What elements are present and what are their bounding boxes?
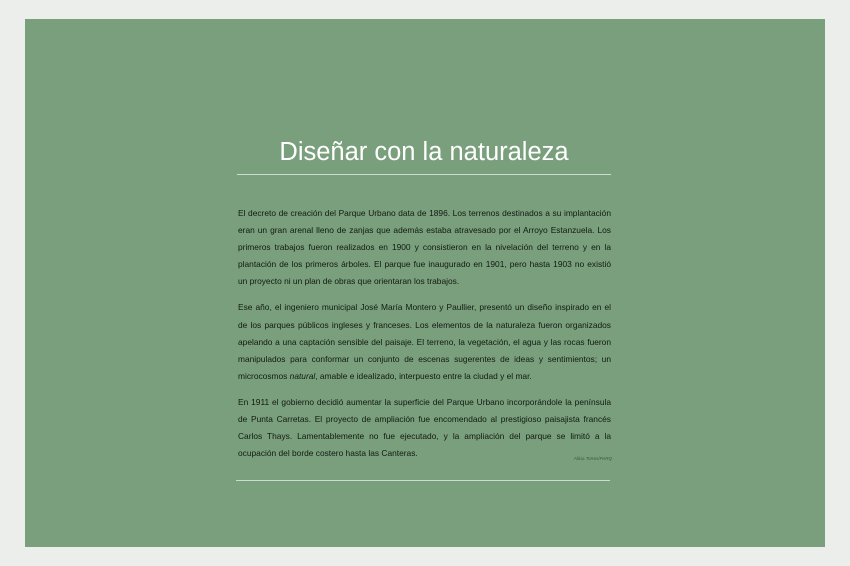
paragraph-1: El decreto de creación del Parque Urbano data de 1896. Los terrenos destinados a su implantación eran un gran arenal lleno de zanjas que además estaba atravesado por el Arroyo Estanzuela. Los primeros trabajos fueron realizados en 1900 y consistieron en la nivelación del terreno y en la plantación de los primeros árboles. El parque fue inaugurado en 1901, pero hasta 1903 no existió un proyecto ni un plan de obras que orientaran los trabajos. bbox=[238, 208, 611, 287]
title-divider bbox=[237, 174, 611, 175]
page-title: Diseñar con la naturaleza bbox=[279, 138, 569, 166]
paragraph-3: En 1911 el gobierno decidió aumentar la superficie del Parque Urbano incorporándole la península de Punta Carretas. El proyecto de ampliación fue encomendado al prestigioso paisajista francés Carlos Thays. Lamentablemente no fue ejecutado, y la ampliación del parque se limitó a la ocupación del borde costero hasta las Canteras. bbox=[238, 396, 611, 459]
paragraph-2-text-end: , amable e idealizado, interpuesto entre la ciudad y el mar. bbox=[315, 370, 532, 381]
article-body bbox=[238, 205, 611, 471]
emphasis-natural: natural bbox=[289, 370, 316, 381]
author-credit: Alicia Torres/PARQ bbox=[573, 456, 612, 461]
green-panel bbox=[25, 19, 825, 547]
paragraph-2-text: Ese año, el ingeniero municipal José María Montero y Paullier, presentó un diseño inspirado en el de los parques públicos ingleses y franceses. Los elementos de la naturaleza fueron organizados apelando a una captación sensible del paisaje. El terreno, la vegetación, el agua y las rocas fueron manipulados para conformar un conjunto de escenas sugerentes de ideas y sentimientos; un microcosmos bbox=[238, 302, 611, 381]
paragraph-2 bbox=[238, 299, 611, 384]
bottom-divider bbox=[236, 480, 610, 481]
